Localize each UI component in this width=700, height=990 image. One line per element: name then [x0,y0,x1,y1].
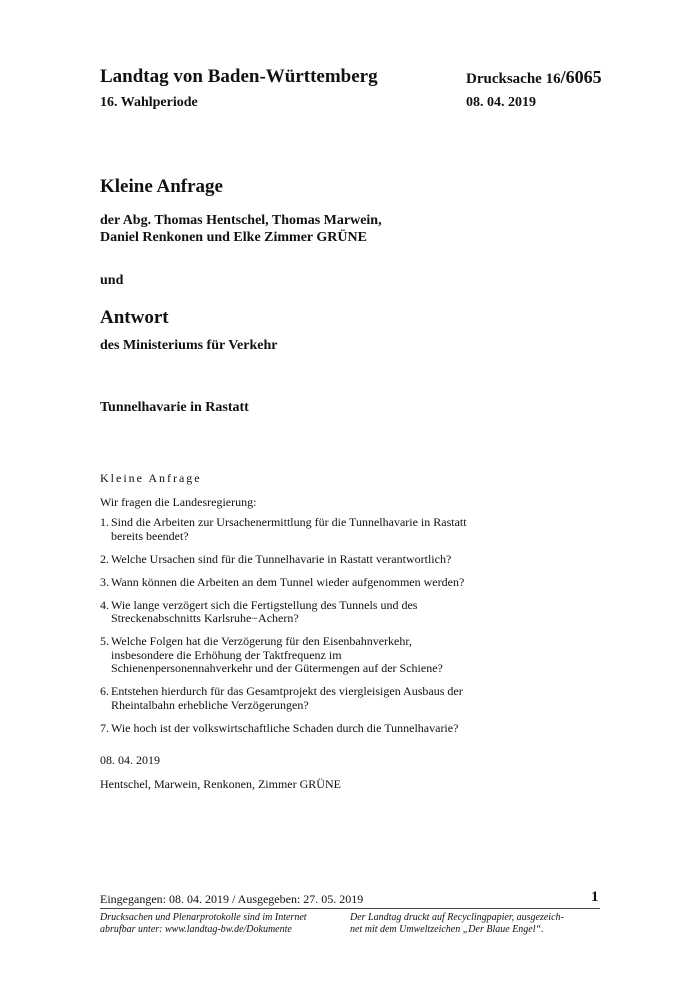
footer-left-line-1: Drucksachen und Plenarprotokolle sind im Internet [100,912,307,923]
conjunction-und: und [100,273,124,288]
intro-text: Wir fragen die Landesregierung: [100,495,257,509]
footer-note-left [100,912,340,935]
question-item [100,599,472,626]
authors [100,212,520,246]
footer-left-line-2: abrufbar unter: www.landtag-bw.de/Dokumente [100,923,292,935]
heading-antwort: Antwort [100,307,169,328]
parliament-title: Landtag von Baden-Württemberg [100,66,378,87]
question-number: 6. [100,684,109,698]
drucksache-separator: / [560,67,566,87]
question-text: Wie hoch ist der volkswirtschaftliche Schaden durch die Tunnelhavarie? [111,720,459,735]
question-item [100,685,472,712]
question-number: 7. [100,720,109,735]
received-issued-dates: Eingegangen: 08. 04. 2019 / Ausgegeben: 27. 05. 2019 [100,892,364,906]
signature-date: 08. 04. 2019 [100,753,160,767]
footer-right-line-1: Der Landtag druckt auf Recyclingpapier, ausgezeich- [350,912,564,923]
footer-right-line-2: net mit dem Umweltzeichen „Der Blaue Engel“. [350,923,544,935]
question-number: 1. [100,515,109,529]
question-item [100,553,472,567]
authors-line-2: Daniel Renkonen und Elke Zimmer GRÜNE [100,230,367,245]
section-label: Kleine Anfrage [100,471,202,485]
signature-names: Hentschel, Marwein, Renkonen, Zimmer GRÜNE [100,777,341,791]
question-text: Sind die Arbeiten zur Ursachenermittlung für die Tunnelhavarie in Rastatt bereits beendet? [111,515,467,543]
question-list [100,516,472,745]
ministry-name: des Ministeriums für Verkehr [100,338,278,353]
question-text: Wann können die Arbeiten an dem Tunnel wieder aufgenommen werden? [111,574,465,589]
legislative-period: 16. Wahlperiode [100,95,198,110]
document-subject: Tunnelhavarie in Rastatt [100,400,249,415]
question-item [100,516,472,543]
question-item [100,722,472,736]
question-text: Wie lange verzögert sich die Fertigstellung des Tunnels und des Streckenabschnitts Karlsruhe−Achern? [111,597,418,625]
question-item [100,576,472,590]
question-item [100,635,472,676]
drucksache-label: Drucksache 16 [466,71,561,87]
question-text: Entstehen hierdurch für das Gesamtprojekt des viergleisigen Ausbaus der Rheintalbahn erhebliche Verzögerungen? [111,684,463,712]
question-number: 5. [100,634,109,648]
document-date: 08. 04. 2019 [466,95,536,110]
footer-note-right [350,912,600,935]
question-text: Welche Ursachen sind für die Tunnelhavarie in Rastatt verantwortlich? [111,551,452,566]
question-number: 3. [100,574,109,589]
question-text: Welche Folgen hat die Verzögerung für den Eisenbahnverkehr, insbesondere die Erhöhung der Taktfrequenz im Schienenpersonennahverkehr und der Gütermengen auf der Schiene? [111,634,443,675]
drucksache-number [466,67,602,88]
drucksache-value: 6065 [565,67,602,87]
page-number: 1 [591,889,599,905]
heading-kleine-anfrage: Kleine Anfrage [100,176,223,197]
question-number: 2. [100,551,109,566]
question-number: 4. [100,597,109,612]
footer-divider [100,908,600,909]
authors-line-1: der Abg. Thomas Hentschel, Thomas Marwein, [100,213,382,228]
